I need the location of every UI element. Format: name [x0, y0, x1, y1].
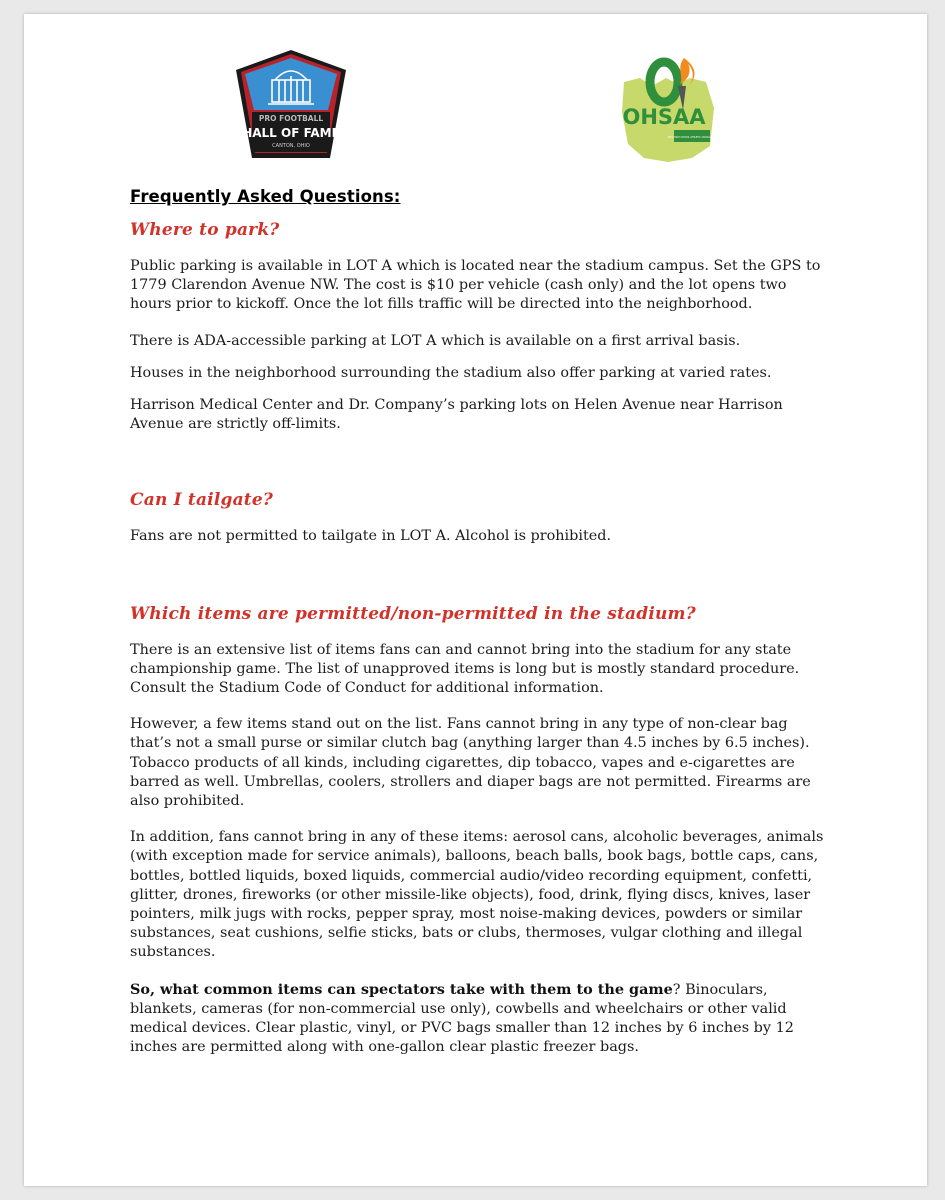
items-paragraph-1: There is an extensive list of items fans can and cannot bring into the stadium for any state championship game. The list of unapproved items is long but is mostly standard procedure. Consult the Stadium Code of Conduct for additional information. [130, 641, 800, 697]
hof-line3: CANTON, OHIO [272, 143, 310, 149]
parking-paragraph-1: Public parking is available in LOT A which is located near the stadium campus. Set the GPS to 1779 Clarendon Avenue NW. The cost is $10 per vehicle (cash only) and the lot opens two hours prior to kickoff. Once the lot fills traffic will be directed into the neighborhood. [130, 258, 821, 313]
parking-paragraph-2: There is ADA-accessible parking at LOT A which is available on a first arrival basis. [130, 332, 741, 349]
ohsaa-subtext: OHIO HIGH SCHOOL ATHLETIC ASSOCIATION [667, 136, 717, 139]
ohsaa-text: OHSAA [622, 105, 706, 129]
question-items: Which items are permitted/non-permitted in the stadium? [130, 603, 696, 624]
hof-line2: HALL OF FAME [242, 126, 340, 140]
tailgate-paragraph: Fans are not permitted to tailgate in LOT A. Alcohol is prohibited. [130, 528, 612, 545]
permitted-items-lead: So, what common items can spectators take with them to the game [130, 980, 673, 998]
hall-of-fame-logo [232, 48, 350, 160]
question-tailgate: Can I tailgate? [130, 490, 274, 511]
faq-title: Frequently Asked Questions: [130, 187, 401, 206]
parking-paragraph-3: Houses in the neighborhood surrounding the stadium also offer parking at varied rates. [130, 364, 772, 381]
question-parking: Where to park? [130, 220, 280, 240]
document-page [24, 14, 927, 1186]
items-paragraph-3: In addition, fans cannot bring in any of these items: aerosol cans, alcoholic beverages, animals (with exception made for service animals), balloons, beach balls, book bags, bottle caps, cans, bottles, bottled liquids, boxed liquids, commercial audio/video recording equipment, confetti, glitter, drones, fireworks (or other missile-like objects), food, drink, flying discs, knives, laser pointers, milk jugs with rocks, pepper spray, most noise-making devices, powders or similar substances, seat cushions, selfie sticks, bats or clubs, thermoses, vulgar clothing and illegal substances. [130, 829, 824, 961]
faq-content [130, 184, 830, 1057]
items-paragraph-final [130, 980, 830, 1058]
items-paragraph-2: However, a few items stand out on the list. Fans cannot bring in any type of non-clear bag that’s not a small purse or similar clutch bag (anything larger than 4.5 inches by 6.5 inches). Tobacco products of all kinds, including cigarettes, dip tobacco, vapes and e-cigarettes are barred as well. Umbrellas, coolers, strollers and diaper bags are not permitted. Firearms are also prohibited. [130, 716, 811, 810]
hof-line1: PRO FOOTBALL [258, 114, 324, 123]
permitted-items-text: ? Binoculars, blankets, cameras (for non-commercial use only), cowbells and wheelchairs or other valid medical devices. Clear plastic, vinyl, or PVC bags smaller than 12 inches by 6 inches by 12 inches are permitted along with one-gallon clear plastic freezer bags. [130, 981, 794, 1056]
parking-paragraph-4: Harrison Medical Center and Dr. Company’s parking lots on Helen Avenue near Harrison Avenue are strictly off-limits. [130, 397, 783, 433]
ohsaa-logo [614, 48, 726, 168]
